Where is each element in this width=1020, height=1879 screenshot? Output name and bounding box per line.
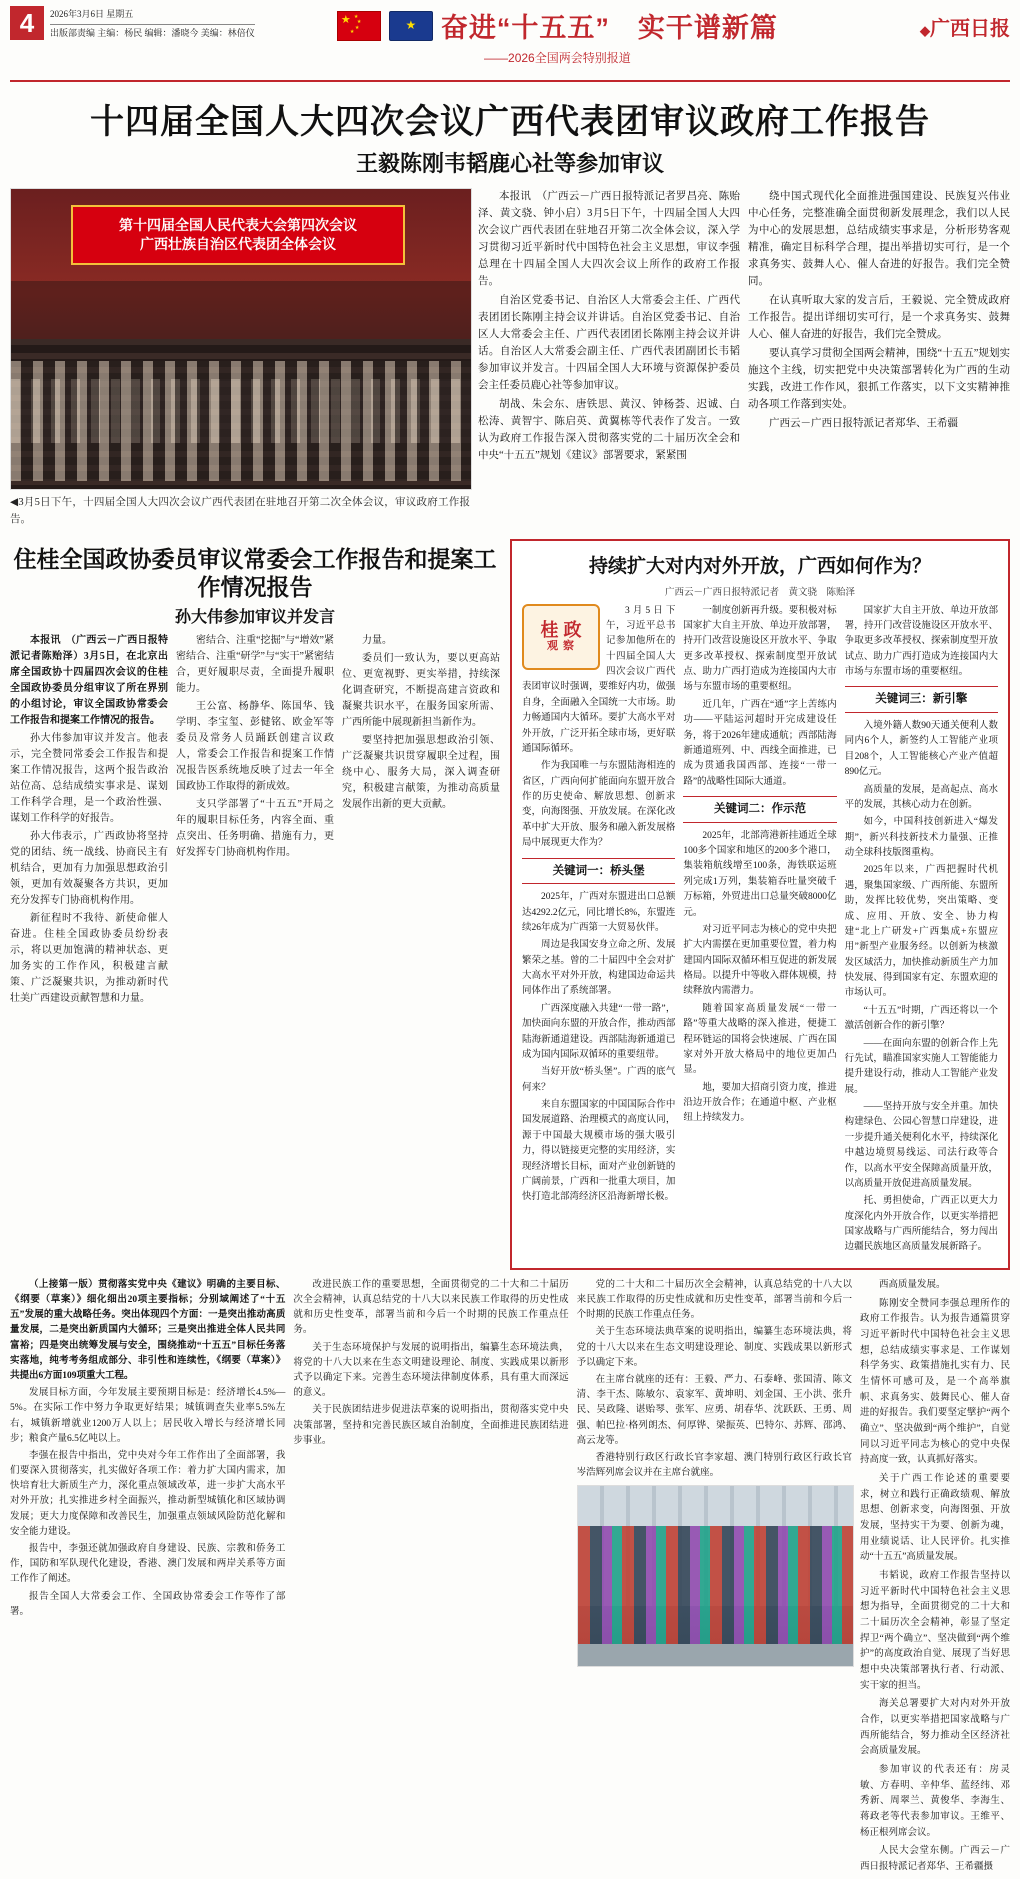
paragraph: 3月5日下午，习近平总书记参加他所在的十四届全国人大四次会议广西代表团审议时强调，要维好内功，做强自身，全面融入全国统一大市场。助力畅通国内大循环。要扩大高水平对外开放，广泛开拓全球市场，更好联通国际循环。 [522,605,676,754]
paragraph: 国家扩大自主开放、单边开放部署，持开门改营设施设区开放水平、争取更多改革授权、探索制度型开放试点、助力广西打造成为连接国内大市场与东盟市场的重要枢纽。 [844,605,998,678]
paragraph: 委员们一致认为，要以更高站位、更宽视野、更实举措，持续深化调查研究，不断提高建言资政和凝聚共识水平，在服务国家所需、广西所能中展现新担当新作为。 [342,653,500,729]
paragraph: 陈刚安全赞同李强总理所作的政府工作报告。认为报告通篇贯穿习近平新时代中国特色社会主义思想，总结成绩实事求是、工作谋划科学务实、政策措施扎实有力、民生情怀可感可及，是一个高举旗帜、求真务实、鼓舞民心、催人奋进的好报告。我们要坚定擘护“两个确立”、坚决做到“两个维护”，自觉同以习近平同志为核心的党中央保持高度一致，认真抓好落实。 [859,1298,1010,1466]
editorial-staff: 出版部责编 主编：杨民 编辑：潘晓今 美编：林倍仪 [50,27,255,38]
lead-photo-caption: ◀3月5日下午，十四届全国人大四次会议广西代表团在驻地召开第二次全体会议，审议政府工作报告。 [10,497,470,525]
second-band [10,539,1010,1270]
paragraph: 海关总署要扩大对内对外开放合作，以更实举措把国家战略与广西所能结合，努力推动全区经济社会高质量发展。 [859,1699,1010,1757]
paragraph: 如今，中国科技创新进入“爆发期”，新兴科技新技术力量强、正推动全球科技版图重构。 [844,817,998,859]
masthead-banner [255,6,860,66]
paragraph: 随着国家高质量发展“一带一路”等重大战略的深入推进，便捷工程环链运的国将会快速展、广西在国家对外开放大格局中的地位更加凸显。 [683,1003,837,1076]
feature-byline: 广西云－广西日报特派记者 黄文骁 陈贻泽 [664,587,855,598]
paragraph: 香港特别行政区行政长官李家超、澳门特别行政区行政长官岑浩辉列席会议并在主席台就座。 [576,1452,852,1479]
continued-note: （上接第一版）贯彻落实党中央《建议》明确的主要目标、《纲要（草案）》细化细出20项主要指标；分别域阐述了“十五五”发展的重大战略任务。突出体现四个方面：一是突出推动高质量发展，二是突出新质国内大循环；三是突出推进全体人民共同富裕；四是突出统筹发展与安全，围绕推动“十五五”目标任务落实落地，纯考考务组成部分、非引性和连续性，《纲要（草案）》共提出6方面109项重大工程。 [10,1279,286,1381]
right-column [860,1278,1010,1879]
bottom-photo-caption: 人民大会堂东侧。广西云－广西日报特派记者郑华、王希疆摄 [859,1846,1010,1873]
paragraph: 本报讯 （广西云－广西日报特派记者陈贻泽）3月5日，在北京出席全国政协十四届四次会议的住桂全国政协委员分组审议了所在界别的小组讨论，审议全国政协常委会工作报告和提案工作情况的报告。 [10,635,168,727]
cppcc-emblem-icon [389,11,433,41]
story2-subhead: 孙大伟参加审议并发言 [174,609,335,627]
paper-name: 广西日报 [930,18,1010,40]
paragraph: 一制度创新再升级。要积极对标国家扩大自主开放、单边开放部署，持开门改营设施设区开放水平、争取更多改革授权、探索制度型开放试点、助力广西打造成为连接国内大市场与东盟市场的重要枢纽。 [683,605,837,693]
bottom-column-3 [577,1278,852,1879]
paragraph: 关于生态环境保护与发展的说明指出，编纂生态环境法典，将党的十八大以来在生态文明建设理论、制度、实践成果以新形式予以确定下来。完善生态环境法律制度体系，具有重大而深远的意义。 [293,1342,569,1399]
paragraph: 来自东盟国家的中国国际合作中国发展道路、治理模式的高度认同，源于中国最大规模市场的强大吸引力，得以链接更完整的实用经济，实现经济增长目标，面对产业创新链的广阔前景，广西和一批重大项目，加快打造北部湾经济区沿海新增长极。 [522,1100,676,1203]
bottom-column-2 [293,1278,568,1879]
paragraph: 新征程时不我待、新使命催人奋进。住桂全国政协委员纷纷表示，将以更加饱满的精神状态、更加务实的工作作风，积极建言献策、广泛凝聚共识，为推动新时代壮美广西建设贡献智慧和力量。 [10,913,168,1005]
lead-column-2 [748,188,1010,529]
paragraph: 要认真学习贯彻全国两会精神，围绕“十五五”规划实施这个主线，切实把党中央决策部署转化为广西的生动实践，改进工作作风，狠抓工作落实，以下文实精神推动各项工作落到实处。 [748,348,1010,410]
stamp-subtitle: 观 察 [546,640,576,653]
paragraph: 绕中国式现代化全面推进强国建设、民族复兴伟业中心任务，完整准确全面贯彻新发展理念，我们以人民为中心的发展思想，总结成绩实事求是，分析形势客观精准，确定目标科学合理，提出举措切实可行，是一个求真务实、鼓舞人心、催人奋进的好报告。我们完全赞同。 [748,191,1010,287]
page-number: 4 [10,6,44,40]
feature-article-box [510,539,1010,1270]
paragraph: 党的二十大和二十届历次全会精神，认真总结党的十八大以来民族工作取得的历史性成就和历史性变革，部署当前和今后一个时期的民族工作重点任务。 [576,1279,852,1321]
paragraph: 关于民族团结进步促进法草案的说明指出，贯彻落实党中央决策部署，坚持和完善民族区域自治制度，全面推进民族团结进步事业。 [293,1405,569,1446]
paragraph: 要坚持把加强思想政治引领、广泛凝聚共识贯穿履职全过程，围绕中心、服务大局，深入调查研究，积极建言献策，为推动高质量发展作出新的更大贡献。 [342,735,500,811]
paragraph: 周边是我国安身立命之所、发展繁荣之基。曾的二十届四中全会对扩大高水平对外开放，构建国边命运共同体作出了系统部署。 [522,940,676,997]
paragraph: 参加审议的代表还有：房灵敏、方春明、辛仲华、蓝经纬、邓秀新、周翠兰、黄俊华、李海生、蒋政老等代表参加审议。王维平、杨正根列席会议。 [859,1765,1010,1838]
paragraph: 力量。 [362,635,392,647]
page-subtitle: 王毅陈刚韦韬鹿心社等参加审议 [355,151,664,176]
banner-title: 奋进“十五五” 实干谱新篇 [440,13,778,43]
paragraph: ——在面向东盟的创新合作上先行先试，瞄准国家实施人工智能能力提升建设行动，推动人工智能产业发展。 [844,1038,998,1095]
paragraph: 作为我国唯一与东盟陆海相连的省区，广西向何扩能面向东盟开放合作的历史使命、解放思想、创新求变，向海图强、开放发展。在深化改革中扩大开放、服务和融入新发展格局中展现更大作为？ [522,761,676,849]
publication-date: 2026年3月6日 星期五 [50,8,255,25]
paragraph: 2025年，广西对东盟进出口总额达4292.2亿元，同比增长8%，东盟连续26年成为广西第一大贸易伙伴。 [522,892,676,933]
story2-column-1 [10,633,168,1009]
feature-keyword-2: 关键词二：作示范 [683,796,836,823]
story2-column-3 [342,633,500,1009]
paragraph: 在主席台就座的还有：王毅、严力、石泰峰、张国清、陈文清、李干杰、陈敏尔、袁家军、黄坤明、刘金国、王小洪、张升民、吴政隆、谌贻琴、张军、应勇、胡春华、沈跃跃、王勇、周强、帕巴拉·格列朗杰、何厚铧、梁振英、巴特尔、苏辉、邵鸿、高云龙等。 [576,1374,852,1446]
banner-subtitle: ——2026全国两会特别报道 [484,50,631,65]
paragraph: 孙大伟表示，广西政协将坚持党的团结、统一战线、协商民主有机结合，更加有力加强思想政治引领，更加有效凝聚各方共识，更加充分发挥专门协商机构作用。 [10,831,168,907]
feature-keyword-1: 关键词一：桥头堡 [522,858,675,885]
bottom-section [10,1278,1010,1879]
prc-flag-icon: ★ ★ ★ ★ ★ [337,11,381,41]
paper-logo-icon: ◆广西日报 [920,18,1010,40]
paragraph: 关于广西工作论述的重要要求，树立和践行正确政绩观、解放思想、创新求变，向海图强、开放发展，坚持实干为要、创新为魂，用业绩说话、让人民评价。扎实推动“十五五”高质量发展。 [859,1473,1010,1563]
story2-column-2 [176,633,334,1009]
paragraph: 密结合、注重“挖掘”与“增效”紧密结合、注重“研学”与“实干”紧密结合，更好履职尽责，全面提升履职能力。 [176,635,334,695]
lead-photo-block [10,188,470,529]
paragraph: 关于生态环境法典草案的说明指出，编纂生态环境法典，将党的十八大以来在生态文明建设理论、制度、实践成果以新形式予以确定下来。 [576,1327,852,1368]
paragraph: 在认真听取大家的发言后，王毅说、完全赞成政府工作报告。提出详细切实可行，是一个求真务实、鼓舞人心、催人奋进的好报告，我们完全赞成。 [748,295,1010,340]
stamp-title: 桂 政 [540,619,582,640]
paragraph: 自治区党委书记、自治区人大常委会主任、广西代表团团长陈刚主持会议并讲话。自治区党委书记、自治区人大常委会主任、广西代表团团长陈刚主持会议并讲话。自治区人大常委会副主任、广西代表团副团长韦韬参加审议并发言。十四届全国人大环境与资源保护委员会主任委员鹿心社等参加审议。 [478,295,740,391]
bottom-column-1 [10,1278,285,1879]
paragraph: 发展目标方面，今年发展主要预期目标是：经济增长4.5%—5%。在实际工作中努力争取更好结果；城镇调查失业率5.5%左右，城镇新增就业1200万人以上；居民收入增长与经济增长同步；粮食产量6.5亿吨以上。 [10,1388,286,1444]
photo-banner-line1: 第十四届全国人民代表大会第四次会议 [119,217,357,234]
paragraph: 西高质量发展。 [878,1279,946,1290]
paragraph: 对习近平同志为核心的党中央把扩大内需摆在更加重要位置，着力构建国内国际双循环相互促进的新发展格局。以提升中等收入群体规模，持续释放内需潜力。 [683,924,837,997]
paragraph: 支只学部署了“十五五”开局之年的履职目标任务，内容全面、重点突出、任务明确、措施有力，更好发挥专门协商机构作用。 [176,799,334,859]
paragraph: 2025年，北部湾港新挂通近全球100多个国家和地区的200多个港口，集装箱航线增至100条，海铁联运班列完成1万列，集装箱吞吐量突破千万标箱，外贸进出口总量突破8000亿元。 [683,830,837,918]
paragraph: 韦韬说，政府工作报告坚持以习近平新时代中国特色社会主义思想为指导，全面贯彻党的二十大和二十届历次全会精神，彰显了坚定捍卫“两个确立”、坚决做到“两个维护”的高度政治自觉、展现了当好思想中央决策部署执行者、行动派、实干家的担当。 [859,1570,1010,1691]
masthead-meta [50,6,255,40]
paragraph: 改进民族工作的重要思想，全面贯彻党的二十大和二十届历次全会精神，认真总结党的十八大以来民族工作取得的历史性成就和历史性变革，部署当前和今后一个时期的民族工作重点任务。 [293,1279,569,1336]
paragraph: 胡战、朱会东、唐铁思、黄汉、钟杨荟、迟诚、白松涛、黄智宇、陈启英、黄翼栋等代表作了发言。一致认为政府工作报告深入贯彻落实党的二十届历次全会和中央“十五五”规划《建议》部署要求，紧紧围 [478,399,740,461]
bottom-photo [577,1485,854,1667]
feature-column-2 [683,604,836,1258]
story2-block [10,539,500,1270]
paragraph: 入境外籍人数90天通关便利人数同内6个人，新签约人工智能产业项目208个，人工智能核心产业产值超890亿元。 [844,721,998,778]
feature-column-3 [845,604,998,1258]
masthead [10,0,1010,78]
lead-story-body [10,188,1010,529]
paragraph: 托、勇担使命，广西正以更大力度深化内外开放合作，以更实举措把国家战略与广西所能结合，努力闯出边疆民族地区高质量发展新路子。 [844,1196,998,1253]
guizheng-observation-stamp-icon [522,604,600,670]
paragraph: 报告全国人大常委会工作、全国政协常委会工作等作了部署。 [10,1591,286,1617]
paragraph: 当好开放“桥头堡”。广西的底气何来？ [522,1067,676,1093]
lead-photo [10,188,472,490]
feature-column-1 [522,604,675,1258]
feature-title: 持续扩大对内对外开放，广西如何作为？ [588,555,931,577]
feature-keyword-3: 关键词三：新引擎 [845,686,998,713]
page-title: 十四届全国人大四次会议广西代表团审议政府工作报告 [90,103,930,141]
lead-column-1 [478,188,740,529]
photo-banner-line2: 广西壮族自治区代表团全体会议 [140,236,336,252]
paragraph: 李强在报告中指出，党中央对今年工作作出了全面部署，我们要深入贯彻落实，扎实做好各项工作：着力扩大国内需求，加快培育壮大新质生产力，深化重点领域改革，进一步扩大高水平对外开放；扎实推进乡村全面振兴，推动新型城镇化和区域协调发展；更大力度保障和改善民生，加强重点领域风险防范化解和安全能力建设。 [10,1450,286,1537]
paragraph: 本报讯 （广西云－广西日报特派记者罗昌亮、陈贻泽、黄文骁、钟小启）3月5日下午，十四届全国人大四次会议广西代表团在驻地召开第二次全体会议，深入学习贯彻习近平新时代中国特色社会主义思想，审议李强总理在十四届全国人大四次会议上所作的政府工作报告。 [478,191,740,287]
paragraph: 2025年以来，广西把握时代机遇，聚集国家级、广西所能、东盟所助，发挥比较优势，突出策略、变成、应用、开放、安全、协力构建“北上广研发+广西集成+东盟应用”新型产业服务经。以创新为核激发区域活力，加快推动新质生产力加快发展、得到国家有定、东盟欢迎的市场认可。 [844,865,998,999]
paragraph: 孙大伟参加审议并发言。他表示，完全赞同常委会工作报告和提案工作情况报告，这两个报告政治站位高、总结成绩实事求是、谋划工作科学合理，是一个政治性强、谋划工作科学的好报告。 [10,733,168,825]
paragraph: 高质量的发展，是高起点、高水平的发展，其核心动力在创新。 [844,784,998,810]
byline: 广西云－广西日报特派记者郑华、王希疆 [769,418,958,429]
paragraph: ——坚持开放与安全并重。加快构建绿色、公园心智慧口岸建设，进一步提升通关便利化水平，持续深化中越边境贸易线运、司法行政等合作，以高水平安全保障高质量开放，以高质量开放促进高质量发展。 [844,1102,998,1189]
paragraph: “十五五”时期，广西还将以一个激活创新合作的新引擎？ [844,1005,998,1032]
story2-headline: 住桂全国政协委员审议常委会工作报告和提案工作情况报告 [13,545,497,601]
paragraph: 广西深度融入共建“一带一路”，加快面向东盟的开放合作，推动西部陆海新通道建设。西部陆海新通道已成为国内国际双循环的重要纽带。 [522,1003,676,1060]
paragraph: 近几年，广西在“通”字上苦练内功——平陆运河超时开完成建设任务，将于2026年建成通航；西部陆海新通道班列、中、西线全面推进，已成为贯通我国西部、连接“一带一路”的战略性国际大通道。 [683,699,837,787]
masthead-rule [10,80,1010,82]
paragraph: 报告中，李强还就加强政府自身建设、民族、宗教和侨务工作，国防和军队现代化建设，香港、澳门发展和两岸关系等方面工作作了阐述。 [10,1544,286,1585]
paragraph: 地，要加大招商引资力度，推进沿边开放合作；在通道中枢、产业枢纽上持续发力。 [683,1082,837,1124]
paragraph: 王公富、杨静华、陈国华、钱学明、李宝玺、彭健铭、欧金军等委员及常务人员踊跃创建言议政人，常委会工作报告和提案工作情况报告医系统地反映了过去一年全国政协工作取得的新成效。 [176,701,334,793]
